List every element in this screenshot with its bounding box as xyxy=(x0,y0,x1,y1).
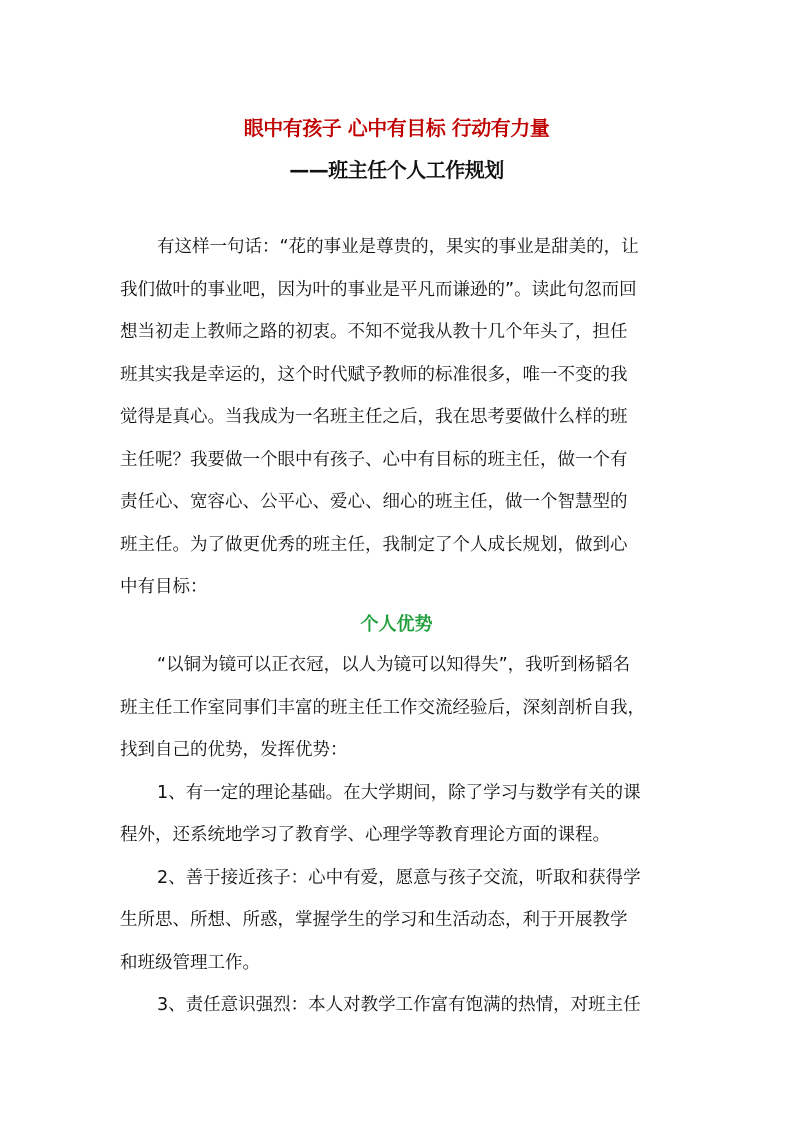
paragraph-line: 责任心、宽容心、公平心、爱心、细心的班主任，做一个智慧型的 xyxy=(120,492,628,512)
paragraph-line: 班其实我是幸运的，这个时代赋予教师的标准很多，唯一不变的我 xyxy=(120,364,628,385)
paragraph-line: 生所思、所想、所惑，掌握学生的学习和生活动态，利于开展教学 xyxy=(120,910,628,930)
document-title: 眼中有孩子 心中有目标 行动有力量 xyxy=(243,116,550,140)
paragraph-line: “以铜为镜可以正衣冠，以人为镜可以知得失”，我听到杨韬名 xyxy=(157,655,631,675)
paragraph-line: 班主任。为了做更优秀的班主任，我制定了个人成长规划，做到心 xyxy=(120,534,628,555)
paragraph-line: 2、善于接近孩子：心中有爱，愿意与孩子交流，听取和获得学 xyxy=(157,867,641,888)
paragraph-line: 班主任工作室同事们丰富的班主任工作交流经验后，深刻剖析自我， xyxy=(120,697,645,718)
paragraph-line: 3、责任意识强烈：本人对教学工作富有饱满的热情，对班主任 xyxy=(157,995,641,1015)
document-subtitle: ——班主任个人工作规划 xyxy=(289,158,504,182)
paragraph-line: 我们做叶的事业吧，因为叶的事业是平凡而谦逊的”。读此句忽而回 xyxy=(120,279,637,300)
paragraph-line: 中有目标： xyxy=(120,577,208,597)
paragraph-line: 程外，还系统地学习了教育学、心理学等教育理论方面的课程。 xyxy=(120,825,610,845)
section-heading: 个人优势 xyxy=(360,614,433,635)
paragraph-line: 主任呢？我要做一个眼中有孩子、心中有目标的班主任，做一个有 xyxy=(120,449,628,470)
paragraph-line: 1、有一定的理论基础。在大学期间，除了学习与数学有关的课 xyxy=(157,782,641,803)
paragraph-line: 和班级管理工作。 xyxy=(120,952,260,973)
section-paragraph xyxy=(120,644,680,1027)
intro-paragraph xyxy=(120,226,680,609)
paragraph-line: 觉得是真心。当我成为一名班主任之后，我在思考要做什么样的班 xyxy=(120,407,628,427)
paragraph-line: 找到自己的优势，发挥优势： xyxy=(120,740,348,760)
paragraph-line: 有这样一句话：“花的事业是尊贵的，果实的事业是甜美的，让 xyxy=(157,237,639,257)
paragraph-line: 想当初走上教师之路的初衷。不知不觉我从教十几个年头了，担任 xyxy=(120,322,628,342)
